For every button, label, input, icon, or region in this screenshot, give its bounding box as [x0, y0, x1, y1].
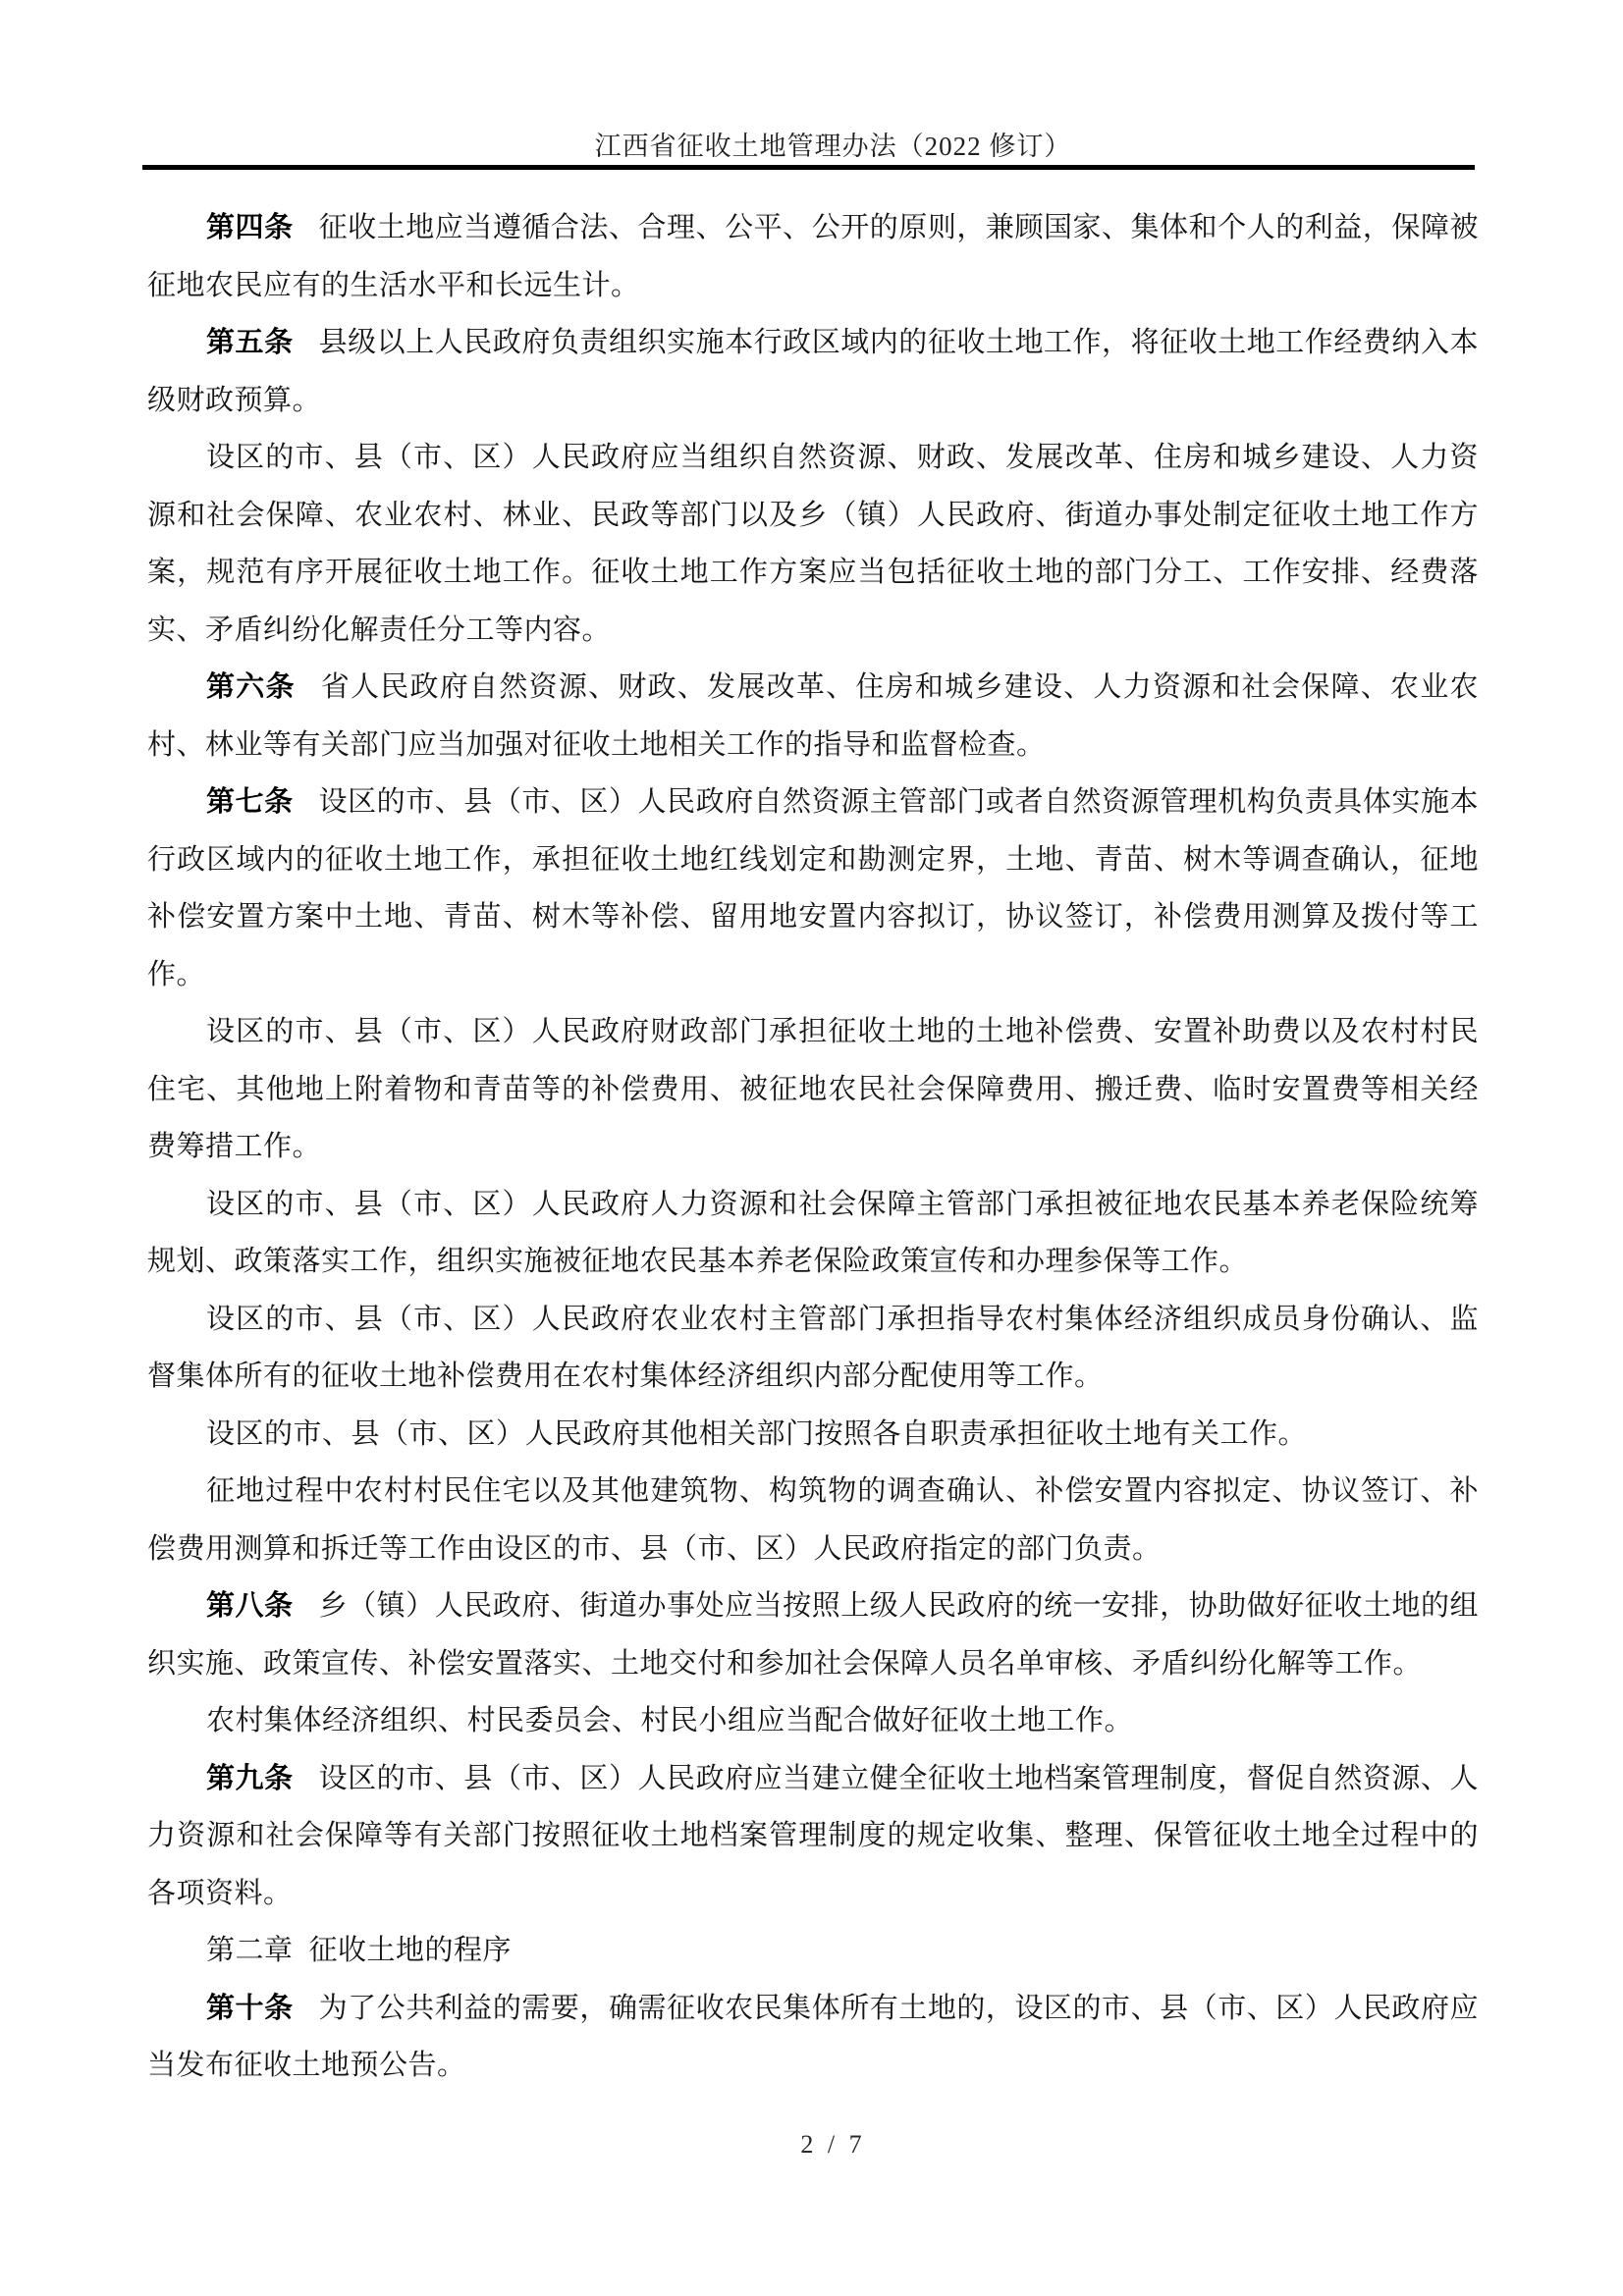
article-number: 第五条: [206, 327, 294, 358]
article-number: 第四条: [206, 212, 294, 243]
paragraph-text: 农村集体经济组织、村民委员会、村民小组应当配合做好征收土地工作。: [206, 1705, 1134, 1736]
page-number-indicator: 2 / 7: [800, 2130, 866, 2159]
paragraph-text: 设区的市、县（市、区）人民政府人力资源和社会保障主管部门承担被征地农民基本养老保险统筹规划、政策落实工作，组织实施被征地农民基本养老保险政策宣传和办理参保等工作。: [147, 1188, 1479, 1277]
article-number: 第六条: [206, 671, 296, 703]
article-paragraph: [147, 774, 1479, 1003]
paragraph-text: 县级以上人民政府负责组织实施本行政区域内的征收土地工作，将征收土地工作经费纳入本级财政预算。: [147, 327, 1479, 416]
article-paragraph: [147, 314, 1479, 429]
chapter-heading: [147, 1922, 1479, 1980]
body-paragraph: [147, 1003, 1479, 1176]
body-paragraph: [147, 1406, 1479, 1464]
paragraph-text: 设区的市、县（市、区）人民政府财政部门承担征收土地的土地补偿费、安置补助费以及农村村民住宅、其他地上附着物和青苗等的补偿费用、被征地农民社会保障费用、搬迁费、临时安置费等相关经费筹措工作。: [147, 1016, 1479, 1162]
paragraph-text: 设区的市、县（市、区）人民政府自然资源主管部门或者自然资源管理机构负责具体实施本行政区域内的征收土地工作，承担征收土地红线划定和勘测定界，土地、青苗、树木等调查确认，征地补偿安置方案中土地、青苗、树木等补偿、留用地安置内容拟订，协议签订，补偿费用测算及拨付等工作。: [147, 786, 1479, 990]
paragraph-text: 设区的市、县（市、区）人民政府其他相关部门按照各自职责承担征收土地有关工作。: [206, 1417, 1308, 1450]
document-header-title: 江西省征收土地管理办法（2022 修订）: [594, 132, 1072, 161]
article-paragraph: [147, 1577, 1479, 1692]
document-body: [147, 199, 1479, 2095]
article-paragraph: [147, 1750, 1479, 1923]
paragraph-text: 征收土地的程序: [308, 1935, 513, 1966]
article-paragraph: [147, 199, 1479, 314]
paragraph-text: 设区的市、县（市、区）人民政府农业农村主管部门承担指导农村集体经济组织成员身份确认、监督集体所有的征收土地补偿费用在农村集体经济组织内部分配使用等工作。: [147, 1303, 1479, 1392]
paragraph-text: 征收土地应当遵循合法、合理、公平、公开的原则，兼顾国家、集体和个人的利益，保障被征地农民应有的生活水平和长远生计。: [147, 212, 1479, 301]
body-paragraph: [147, 1692, 1479, 1750]
body-paragraph: [147, 1176, 1479, 1291]
paragraph-text: 设区的市、县（市、区）人民政府应当组织自然资源、财政、发展改革、住房和城乡建设、人力资源和社会保障、农业农村、林业、民政等部门以及乡（镇）人民政府、街道办事处制定征收土地工作方案，规范有序开展征收土地工作。征收土地工作方案应当包括征收土地的部门分工、工作安排、经费落实、矛盾纠纷化解责任分工等内容。: [147, 442, 1479, 646]
article-number: 第十条: [206, 1992, 294, 2024]
body-paragraph: [147, 429, 1479, 659]
article-number: 第九条: [206, 1762, 294, 1794]
body-paragraph: [147, 1291, 1479, 1406]
article-number: 第七条: [206, 786, 294, 818]
article-paragraph: [147, 659, 1479, 774]
paragraph-text: 为了公共利益的需要，确需征收农民集体所有土地的，设区的市、县（市、区）人民政府应当发布征收土地预公告。: [147, 1992, 1479, 2081]
header-divider-rule: [142, 165, 1475, 170]
article-number: 第八条: [206, 1590, 294, 1622]
paragraph-text: 省人民政府自然资源、财政、发展改革、住房和城乡建设、人力资源和社会保障、农业农村、林业等有关部门应当加强对征收土地相关工作的指导和监督检查。: [147, 671, 1479, 761]
article-paragraph: [147, 1980, 1479, 2095]
paragraph-text: 乡（镇）人民政府、街道办事处应当按照上级人民政府的统一安排，协助做好征收土地的组织实施、政策宣传、补偿安置落实、土地交付和参加社会保障人员名单审核、矛盾纠纷化解等工作。: [147, 1590, 1479, 1680]
body-paragraph: [147, 1463, 1479, 1577]
chapter-number: 第二章: [206, 1935, 294, 1966]
paragraph-text: 设区的市、县（市、区）人民政府应当建立健全征收土地档案管理制度，督促自然资源、人力资源和社会保障等有关部门按照征收土地档案管理制度的规定收集、整理、保管征收土地全过程中的各项资料。: [147, 1762, 1479, 1909]
paragraph-text: 征地过程中农村村民住宅以及其他建筑物、构筑物的调查确认、补偿安置内容拟定、协议签订、补偿费用测算和拆迁等工作由设区的市、县（市、区）人民政府指定的部门负责。: [147, 1475, 1479, 1565]
